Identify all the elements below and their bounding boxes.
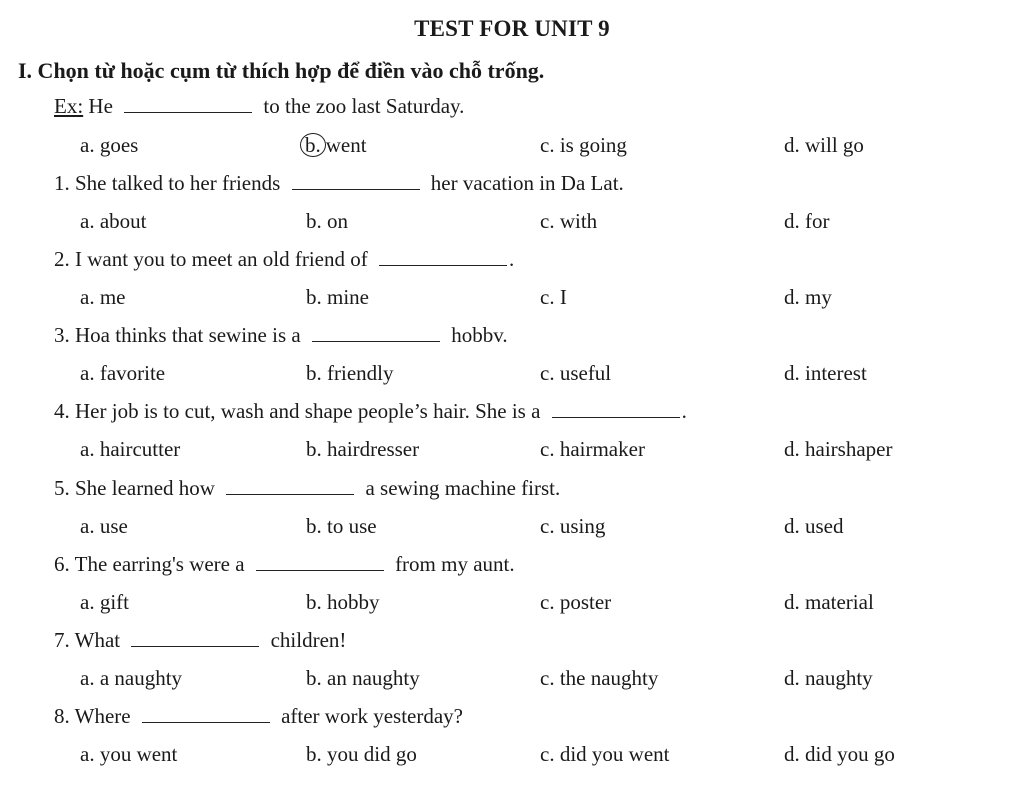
section-heading: I. Chọn từ hoặc cụm từ thích hợp để điền vào chỗ trống. (18, 58, 545, 83)
answer-blank[interactable] (124, 94, 252, 113)
example-label: Ex: (54, 94, 84, 118)
question-6 (54, 552, 515, 577)
example-text-after: to the zoo last Saturday. (263, 94, 465, 118)
example-option-b-text: went (325, 133, 367, 157)
example-option-c[interactable]: c. is going (540, 133, 627, 157)
q4-option-d[interactable]: d. hairshaper (784, 437, 893, 461)
q7-option-a[interactable]: a. a naughty (80, 666, 183, 690)
question-text-before: 3. Hoa thinks that sewine is a (54, 323, 301, 347)
q4-option-c[interactable]: c. hairmaker (540, 437, 645, 461)
question-text-before: 7. What (54, 628, 121, 652)
answer-blank[interactable] (256, 552, 384, 571)
question-2 (54, 247, 514, 272)
q5-option-c[interactable]: c. using (540, 514, 606, 538)
question-3 (54, 323, 508, 348)
q3-option-a[interactable]: a. favorite (80, 361, 166, 385)
question-5 (54, 476, 560, 501)
question-text-before: 6. The earring's were a (54, 552, 245, 576)
q6-option-d[interactable]: d. material (784, 590, 874, 614)
question-text-before: 2. I want you to meet an old friend of (54, 247, 368, 271)
selected-answer-circle: b. (300, 133, 326, 157)
q3-option-d[interactable]: d. interest (784, 361, 867, 385)
q5-option-d[interactable]: d. used (784, 514, 844, 538)
question-1 (54, 171, 624, 196)
answer-blank[interactable] (131, 628, 259, 647)
q7-option-b[interactable]: b. an naughty (306, 666, 420, 690)
answer-blank[interactable] (142, 704, 270, 723)
question-text-after: a sewing machine first. (365, 476, 561, 500)
q6-option-b[interactable]: b. hobby (306, 590, 380, 614)
q2-option-d[interactable]: d. my (784, 285, 832, 309)
example-question (54, 94, 464, 119)
q2-option-b[interactable]: b. mine (306, 285, 369, 309)
q8-option-b[interactable]: b. you did go (306, 742, 417, 766)
q1-option-d[interactable]: d. for (784, 209, 830, 233)
answer-blank[interactable] (312, 323, 440, 342)
q7-option-c[interactable]: c. the naughty (540, 666, 659, 690)
answer-blank[interactable] (292, 171, 420, 190)
question-text-after: her vacation in Da Lat. (430, 171, 624, 195)
question-text-after: hobbv. (451, 323, 508, 347)
question-text-before: 8. Where (54, 704, 131, 728)
q8-option-d[interactable]: d. did you go (784, 742, 895, 766)
q8-option-a[interactable]: a. you went (80, 742, 178, 766)
q3-option-b[interactable]: b. friendly (306, 361, 394, 385)
question-text-after: children! (270, 628, 347, 652)
question-7 (54, 628, 346, 653)
q2-option-c[interactable]: c. I (540, 285, 567, 309)
question-8 (54, 704, 463, 729)
q5-option-a[interactable]: a. use (80, 514, 128, 538)
q1-option-c[interactable]: c. with (540, 209, 598, 233)
question-4 (54, 399, 687, 424)
example-text-before: He (88, 94, 113, 118)
question-text-before: 4. Her job is to cut, wash and shape people’s hair. She is a (54, 399, 541, 423)
answer-blank[interactable] (226, 476, 354, 495)
question-text-after: after work yesterday? (281, 704, 463, 728)
question-text-before: 5. She learned how (54, 476, 215, 500)
q3-option-c[interactable]: c. useful (540, 361, 612, 385)
q2-option-a[interactable]: a. me (80, 285, 126, 309)
q1-option-b[interactable]: b. on (306, 209, 348, 233)
q6-option-c[interactable]: c. poster (540, 590, 612, 614)
question-text-after: . (681, 399, 687, 423)
question-text-after: . (509, 247, 515, 271)
question-text-before: 1. She talked to her friends (54, 171, 281, 195)
q6-option-a[interactable]: a. gift (80, 590, 129, 614)
q4-option-b[interactable]: b. hairdresser (306, 437, 420, 461)
page-title: TEST FOR UNIT 9 (414, 16, 610, 41)
answer-blank[interactable] (379, 247, 507, 266)
q4-option-a[interactable]: a. haircutter (80, 437, 181, 461)
example-option-d[interactable]: d. will go (784, 133, 864, 157)
q1-option-a[interactable]: a. about (80, 209, 147, 233)
q5-option-b[interactable]: b. to use (306, 514, 377, 538)
example-option-a[interactable]: a. goes (80, 133, 139, 157)
question-text-after: from my aunt. (395, 552, 515, 576)
q7-option-d[interactable]: d. naughty (784, 666, 873, 690)
answer-blank[interactable] (552, 399, 680, 418)
example-option-b[interactable] (306, 133, 367, 158)
q8-option-c[interactable]: c. did you went (540, 742, 670, 766)
